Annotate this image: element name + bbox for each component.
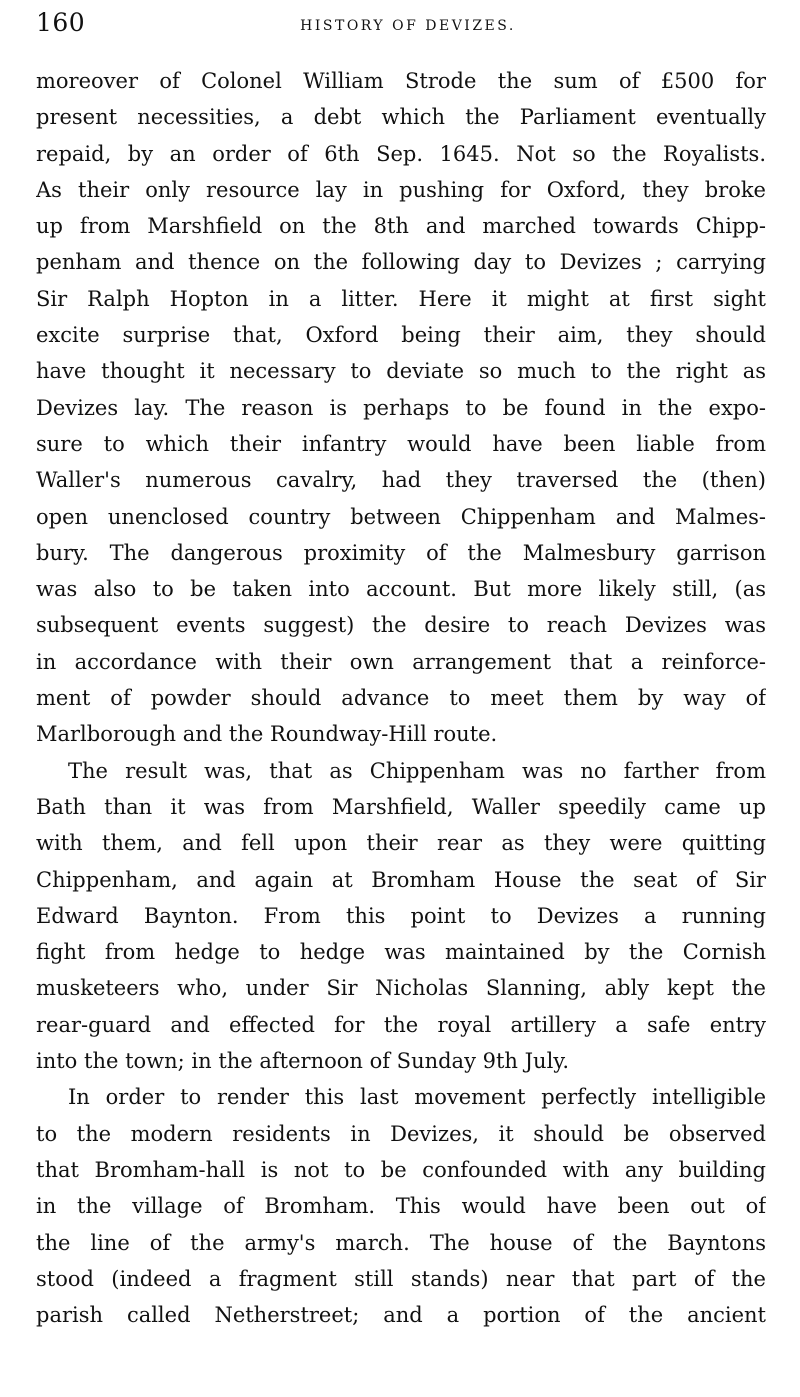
text-line: sure to which their infantry would have been liable from xyxy=(36,431,766,456)
text-line: the line of the army's march. The house of the Bayntons xyxy=(36,1230,766,1255)
text-line: to the modern residents in Devizes, it should be observed xyxy=(36,1121,766,1146)
text-line: As their only resource lay in pushing for Oxford, they broke xyxy=(36,177,766,202)
page-header xyxy=(36,6,766,40)
text-line: was also to be taken into account. But more likely still, (as xyxy=(36,577,766,602)
text-line: Chippenham, and again at Bromham House the seat of Sir xyxy=(36,867,766,892)
text-line: Devizes lay. The reason is perhaps to be found in the expo- xyxy=(36,395,766,420)
text-line: Marlborough and the Roundway-Hill route. xyxy=(36,722,498,747)
text-line: ment of powder should advance to meet them by way of xyxy=(36,686,766,711)
text-line: subsequent events suggest) the desire to reach Devizes was xyxy=(36,613,766,638)
body-text xyxy=(36,63,766,1333)
text-line: Edward Baynton. From this point to Devizes a running xyxy=(36,903,766,928)
text-line: Waller's numerous cavalry, had they traversed the (then) xyxy=(36,468,766,493)
paragraph-1 xyxy=(36,63,766,753)
text-line: Sir Ralph Hopton in a litter. Here it might at first sight xyxy=(36,286,766,311)
text-line: open unenclosed country between Chippenham and Malmes- xyxy=(36,504,766,529)
text-line: in the village of Bromham. This would have been out of xyxy=(36,1194,766,1219)
page-number: 160 xyxy=(36,8,86,37)
paragraph-3 xyxy=(36,1079,766,1333)
text-line: repaid, by an order of 6th Sep. 1645. Not so the Royalists. xyxy=(36,141,766,166)
text-line: rear-guard and effected for the royal artillery a safe entry xyxy=(36,1012,766,1037)
text-line: musketeers who, under Sir Nicholas Slanning, ably kept the xyxy=(36,976,766,1001)
text-line: in accordance with their own arrangement that a reinforce- xyxy=(36,649,766,674)
text-line: penham and thence on the following day to Devizes ; carrying xyxy=(36,250,766,275)
running-title: HISTORY OF DEVIZES. xyxy=(300,18,516,34)
text-line: up from Marshfield on the 8th and marched towards Chipp- xyxy=(36,214,766,239)
text-line: In order to render this last movement perfectly intelligible xyxy=(68,1085,766,1110)
paragraph-2 xyxy=(36,753,766,1080)
text-line: bury. The dangerous proximity of the Malmesbury garrison xyxy=(36,540,766,565)
text-line: into the town; in the afternoon of Sunday 9th July. xyxy=(36,1049,570,1074)
text-line: that Bromham-hall is not to be confounded with any building xyxy=(36,1157,766,1182)
text-line: stood (indeed a fragment still stands) near that part of the xyxy=(36,1266,766,1291)
text-line: have thought it necessary to deviate so much to the right as xyxy=(36,359,766,384)
text-line: fight from hedge to hedge was maintained by the Cornish xyxy=(36,940,766,965)
text-line: The result was, that as Chippenham was no farther from xyxy=(68,758,766,783)
text-line: with them, and fell upon their rear as they were quitting xyxy=(36,831,766,856)
text-line: excite surprise that, Oxford being their aim, they should xyxy=(36,323,766,348)
text-line: Bath than it was from Marshfield, Waller speedily came up xyxy=(36,794,766,819)
text-line: parish called Netherstreet; and a portion of the ancient xyxy=(36,1303,766,1328)
text-line: present necessities, a debt which the Parliament eventually xyxy=(36,105,766,130)
text-line: moreover of Colonel William Strode the sum of £500 for xyxy=(36,69,766,93)
